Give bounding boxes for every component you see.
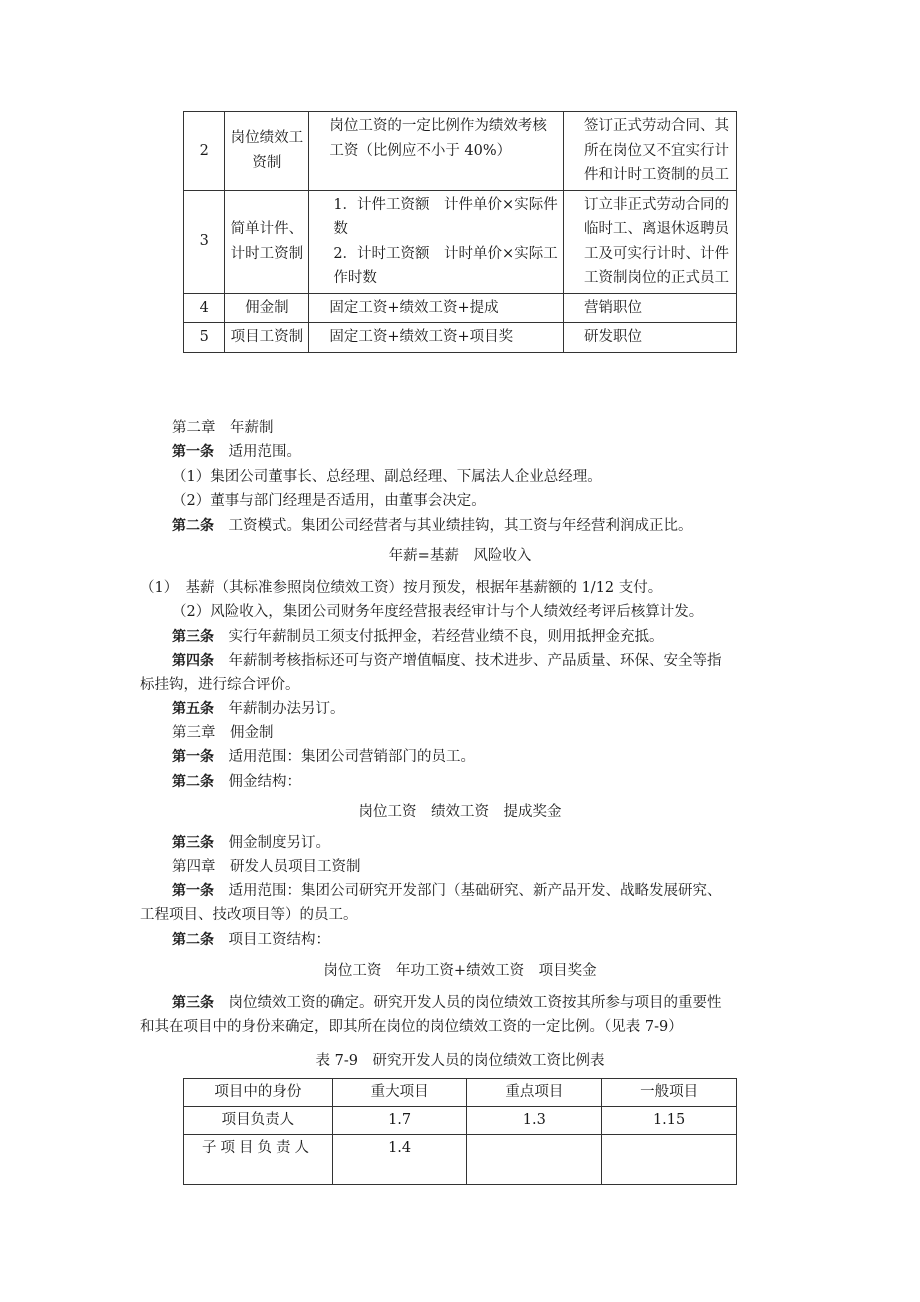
article-label: 第三条 [172, 629, 214, 645]
wage-type: 佣金制 [225, 293, 309, 323]
table-row [184, 1135, 737, 1185]
table-row [184, 1107, 737, 1135]
ratio-table [183, 1078, 737, 1185]
article-label: 第二条 [172, 774, 214, 790]
formula-line: 2．计时工资额 计时单价×实际工作时数 [333, 245, 558, 286]
article-text: 工资模式。集团公司经营者与其业绩挂钩，其工资与年经营利润成正比。 [214, 518, 693, 534]
table-cell [602, 1135, 737, 1185]
article [172, 650, 920, 672]
article-text: 适用范围：集团公司营销部门的员工。 [214, 749, 475, 765]
article-label: 第五条 [172, 701, 214, 717]
table-cell: 1.4 [332, 1135, 467, 1185]
article-label: 第二条 [172, 518, 214, 534]
article [172, 515, 920, 537]
applicable-scope: 订立非正式劳动合同的临时工、离退休返聘员工及可实行计时、计件工资制岗位的正式员工 [564, 190, 737, 293]
wage-formula: 固定工资+绩效工资+提成 [309, 293, 564, 323]
wage-type: 项目工资制 [225, 323, 309, 353]
row-number: 5 [184, 323, 225, 353]
article-continuation: 工程项目、技改项目等）的员工。 [140, 907, 358, 923]
column-header: 重大项目 [332, 1079, 467, 1107]
table-row [184, 190, 737, 293]
article-text: 佣金结构： [214, 774, 301, 790]
chapter-heading: 第二章 年薪制 [172, 420, 274, 436]
article-text: 适用范围：集团公司研究开发部门（基础研究、新产品开发、战略发展研究、 [214, 883, 722, 899]
column-header: 重点项目 [467, 1079, 602, 1107]
wage-system-table [183, 111, 737, 353]
article-label: 第一条 [172, 444, 214, 460]
list-item: （1）集团公司董事长、总经理、副总经理、下属法人企业总经理。 [172, 469, 602, 485]
table-cell: 项目负责人 [184, 1107, 333, 1135]
article-label: 第三条 [172, 835, 214, 851]
formula: 岗位工资 年功工资+绩效工资 项目奖金 [323, 963, 597, 979]
article [172, 929, 920, 951]
formula-line: 1．计件工资额 计件单价×实际件数 [333, 196, 558, 237]
row-number: 4 [184, 293, 225, 323]
table-row [184, 293, 737, 323]
article [172, 992, 920, 1014]
formula: 年薪=基薪 风险收入 [388, 548, 532, 564]
article [172, 771, 920, 793]
article-text: 岗位绩效工资的确定。研究开发人员的岗位绩效工资按其所参与项目的重要性 [214, 995, 722, 1011]
article-text: 年薪制办法另订。 [214, 701, 345, 717]
article-text: 佣金制度另订。 [214, 835, 330, 851]
article [172, 746, 920, 768]
table-header-row [184, 1079, 737, 1107]
table-cell: 子项目负责人 [184, 1135, 333, 1185]
table-cell [467, 1135, 602, 1185]
table-row [184, 112, 737, 191]
row-number: 2 [184, 112, 225, 191]
table-cell: 1.15 [602, 1107, 737, 1135]
table-row [184, 323, 737, 353]
wage-formula: 岗位工资的一定比例作为绩效考核工资（比例应不小于 40%） [309, 112, 564, 191]
applicable-scope: 研发职位 [564, 323, 737, 353]
article-text: 项目工资结构： [214, 932, 330, 948]
wage-type: 简单计件、计时工资制 [225, 190, 309, 293]
applicable-scope: 营销职位 [564, 293, 737, 323]
article-label: 第一条 [172, 749, 214, 765]
row-number: 3 [184, 190, 225, 293]
applicable-scope: 签订正式劳动合同、其所在岗位又不宜实行计件和计时工资制的员工 [564, 112, 737, 191]
article [172, 441, 920, 463]
list-item: （2）董事与部门经理是否适用，由董事会决定。 [172, 493, 486, 509]
article-continuation: 和其在项目中的身份来确定，即其所在岗位的岗位绩效工资的一定比例。（见表 7-9） [140, 1019, 683, 1035]
article-label: 第四条 [172, 653, 214, 669]
column-header: 一般项目 [602, 1079, 737, 1107]
article-label: 第二条 [172, 932, 214, 948]
formula: 岗位工资 绩效工资 提成奖金 [358, 804, 562, 820]
list-item: （1） 基薪（其标准参照岗位绩效工资）按月预发，根据年基薪额的 1/12 支付。 [140, 580, 663, 596]
table-caption: 表 7-9 研究开发人员的岗位绩效工资比例表 [315, 1053, 605, 1069]
article [172, 880, 920, 902]
article-text: 适用范围。 [214, 444, 301, 460]
article-text: 实行年薪制员工须支付抵押金，若经营业绩不良，则用抵押金充抵。 [214, 629, 664, 645]
chapter-heading: 第三章 佣金制 [172, 725, 274, 741]
article [172, 832, 920, 854]
wage-type: 岗位绩效工资制 [225, 112, 309, 191]
article [172, 698, 920, 720]
article-label: 第一条 [172, 883, 214, 899]
column-header: 项目中的身份 [184, 1079, 333, 1107]
wage-formula: 固定工资+绩效工资+项目奖 [309, 323, 564, 353]
chapter-heading: 第四章 研发人员项目工资制 [172, 859, 361, 875]
article-label: 第三条 [172, 995, 214, 1011]
table-cell: 1.3 [467, 1107, 602, 1135]
wage-formula [309, 190, 564, 293]
article-text: 年薪制考核指标还可与资产增值幅度、技术进步、产品质量、环保、安全等指 [214, 653, 722, 669]
table-cell: 1.7 [332, 1107, 467, 1135]
article [172, 626, 920, 648]
article-continuation: 标挂钩，进行综合评价。 [140, 677, 300, 693]
list-item: （2）风险收入，集团公司财务年度经营报表经审计与个人绩效经考评后核算计发。 [172, 604, 704, 620]
